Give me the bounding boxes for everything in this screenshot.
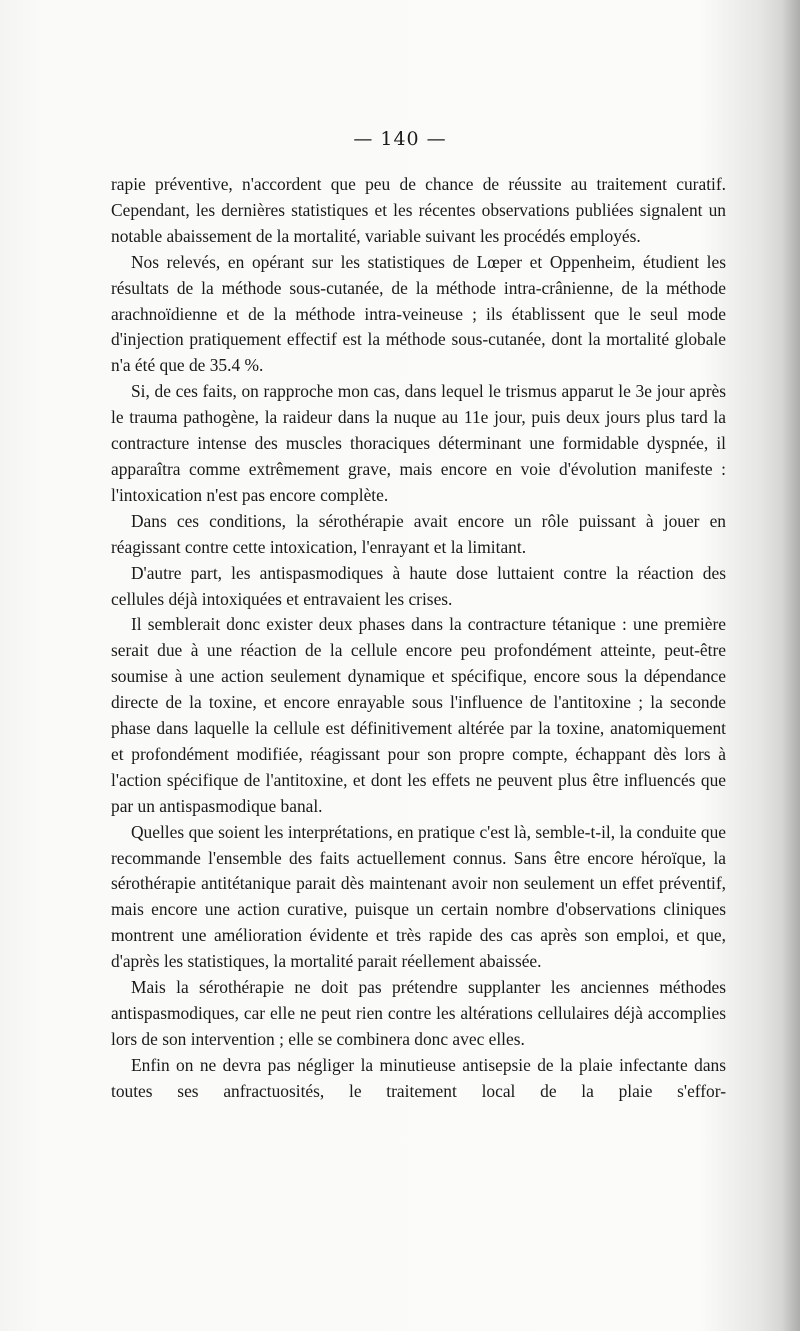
body-text (111, 172, 726, 1105)
paragraph-6: Il semblerait donc exister deux phases dans la contracture tétanique : une première serait due à une réaction de la cellule encore peu profondément atteinte, peut-être soumise à une action seulement dynamique et spécifique, encore sous la dépendance directe de la toxine, et encore enrayable sous l'influence de l'antitoxine ; la seconde phase dans laquelle la cellule est définitivement altérée par la toxine, anatomiquement et profondément modifiée, réagissant pour son propre compte, échappant dès lors à l'action spécifique de l'antitoxine, et dont les effets ne peuvent plus être influencés que par un antispasmodique banal. (111, 614, 726, 816)
paragraph-7: Quelles que soient les interprétations, en pratique c'est là, semble-t-il, la conduite que recommande l'ensemble des faits actuellement connus. Sans être encore héroïque, la sérothérapie antitétanique parait dès maintenant avoir non seulement un effet préventif, mais encore une action curative, puisque un certain nombre d'observations cliniques montrent une amélioration évidente et très rapide des cas après son emploi, et que, d'après les statistiques, la mortalité parait réellement abaissée. (111, 821, 726, 972)
page-edge-shadow (782, 0, 800, 1331)
paragraph-2: Nos relevés, en opérant sur les statistiques de Lœper et Oppenheim, étudient les résultats de la méthode sous-cutanée, de la méthode intra-crânienne, de la méthode arachnoïdienne et de la méthode intra-veineuse ; ils établissent que le seul mode d'injection pratiquement effectif est la méthode sous-cutanée, dont la mortalité globale n'a été que de 35.4 %. (111, 251, 726, 376)
paragraph-1: rapie préventive, n'accordent que peu de chance de réussite au traitement curatif. Cependant, les dernières statistiques et les récentes observations publiées signalent un notable abaissement de la mortalité, variable suivant les procédés employés. (111, 174, 726, 246)
paragraph-5: D'autre part, les antispasmodiques à haute dose luttaient contre la réaction des cellules déjà intoxiquées et entravaient les crises. (111, 562, 726, 609)
paragraph-9: Enfin on ne devra pas négliger la minutieuse antisepsie de la plaie infectante dans toutes ses anfractuosités, le traitement local de la plaie s'effor- (111, 1054, 726, 1101)
paragraph-4: Dans ces conditions, la sérothérapie avait encore un rôle puissant à jouer en réagissant contre cette intoxication, l'enrayant et la limitant. (111, 510, 726, 557)
page-number: — 140 — (353, 128, 447, 150)
paragraph-3: Si, de ces faits, on rapproche mon cas, dans lequel le trismus apparut le 3e jour après le trauma pathogène, la raideur dans la nuque au 11e jour, puis deux jours plus tard la contracture intense des muscles thoraciques déterminant une formidable dyspnée, il apparaîtra comme extrêmement grave, mais encore en voie d'évolution manifeste : l'intoxication n'est pas encore complète. (111, 381, 726, 505)
paragraph-8: Mais la sérothérapie ne doit pas prétendre supplanter les anciennes méthodes antispasmodiques, car elle ne peut rien contre les altérations cellulaires déjà accomplies lors de son intervention ; elle se combinera donc avec elles. (111, 977, 726, 1049)
